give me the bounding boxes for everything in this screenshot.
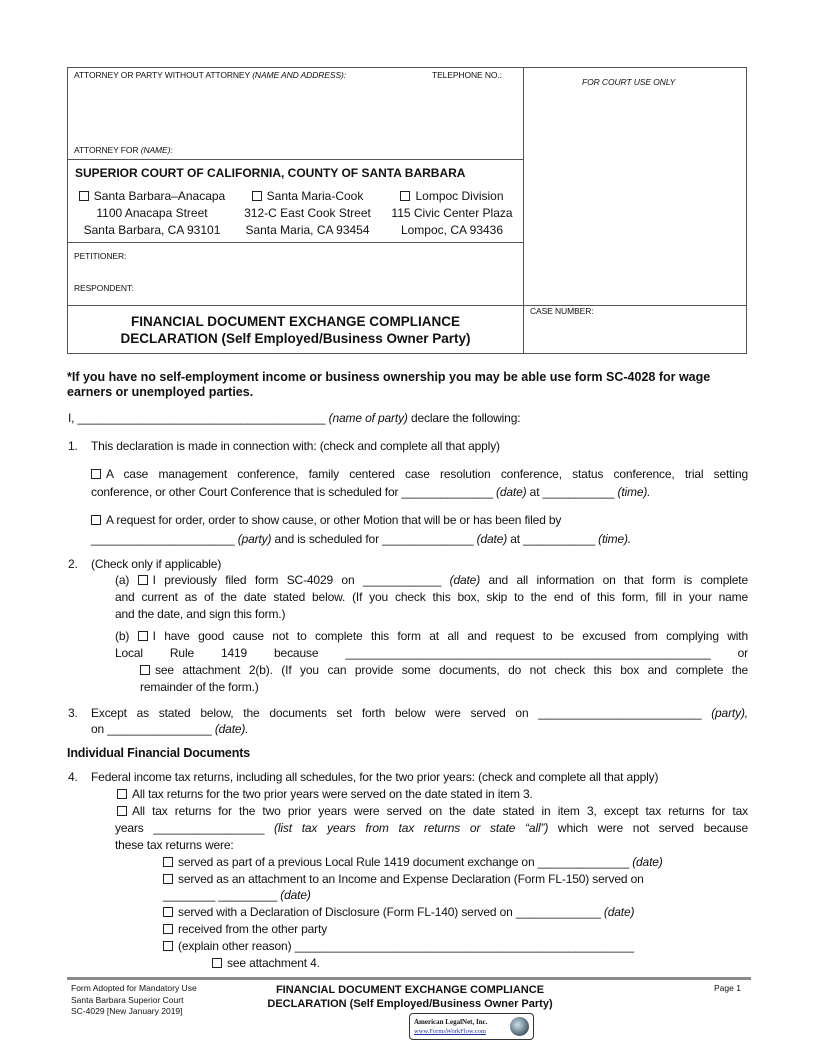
checkbox[interactable] — [400, 191, 410, 201]
line-text: received from the other party — [178, 922, 328, 936]
form-line — [115, 646, 748, 660]
line-text: (date) — [280, 888, 311, 902]
form-line — [115, 590, 748, 604]
line-text: and all information on that form is complete — [480, 573, 748, 587]
page-number: Page 1 — [714, 983, 741, 993]
line-text: these tax returns were: — [115, 838, 234, 852]
telephone-label: TELEPHONE NO.: — [432, 70, 502, 80]
checkbox[interactable] — [117, 789, 127, 799]
line-text: remainder of the form.) — [140, 680, 259, 694]
checkbox[interactable] — [140, 665, 150, 675]
form-line — [91, 467, 748, 481]
form-line — [91, 706, 748, 720]
form-line — [163, 872, 644, 886]
line-text: I previously filed form SC-4029 on ____________ — [152, 573, 450, 587]
form-line — [117, 787, 533, 801]
item-number: 3. — [68, 706, 78, 720]
line-text: see attachment 4. — [227, 956, 320, 970]
checkbox[interactable] — [163, 941, 173, 951]
form-line — [91, 513, 561, 527]
line-text: and the date, and sign this form.) — [115, 607, 286, 621]
line-text: served with a Declaration of Disclosure (Form FL-140) served on _____________ — [178, 905, 604, 919]
form-line — [68, 411, 520, 425]
checkbox[interactable] — [79, 191, 89, 201]
line-text: A case management conference, family centered case resolution conference, status conference, trial setting — [106, 467, 748, 481]
line-text: declare the following: — [407, 411, 521, 425]
form-line — [163, 888, 311, 902]
form-line — [91, 532, 631, 546]
location-santa-barbara: Santa Barbara–Anacapa 1100 Anacapa Street Santa Barbara, CA 93101 — [78, 189, 226, 237]
line-text: (explain other reason) ____________________________________________________ — [178, 939, 634, 953]
line-text: see attachment 2(b). (If you can provide some documents, do not check this box and complete the — [155, 663, 748, 677]
checkbox[interactable] — [212, 958, 222, 968]
line-text: at ___________ — [507, 532, 599, 546]
line-text: and is scheduled for ______________ — [271, 532, 477, 546]
checkbox[interactable] — [117, 806, 127, 816]
court-use-label: FOR COURT USE ONLY — [582, 77, 676, 87]
footer-rule — [67, 977, 751, 980]
attorney-for-label: ATTORNEY FOR (NAME): — [74, 145, 173, 155]
form-line — [140, 663, 748, 677]
form-line — [115, 607, 285, 621]
line-text: (time). — [617, 485, 651, 499]
line-text: All tax returns for the two prior years were served on the date stated in item 3. — [132, 787, 533, 801]
line-text: served as part of a previous Local Rule 1419 document exchange on ______________ — [178, 855, 633, 869]
divider — [67, 242, 524, 243]
checkbox[interactable] — [163, 874, 173, 884]
globe-logo-icon — [510, 1017, 529, 1036]
divider — [67, 305, 747, 306]
line-text: ______________________ — [91, 532, 238, 546]
item-number: 2. — [68, 557, 78, 571]
form-line — [163, 922, 327, 936]
form-line — [115, 629, 748, 643]
form-line — [163, 939, 634, 953]
line-text: A request for order, order to show cause, or other Motion that will be or has been filed by — [106, 513, 562, 527]
line-text: I, ______________________________________ — [68, 411, 329, 425]
location-santa-maria: Santa Maria-Cook 312-C East Cook Street Santa Maria, CA 93454 — [244, 189, 371, 237]
checkbox[interactable] — [163, 924, 173, 934]
line-text: (date) — [449, 573, 481, 587]
form-line — [115, 573, 748, 587]
form-line — [140, 680, 259, 694]
respondent-label: RESPONDENT: — [74, 283, 134, 293]
court-name: SUPERIOR COURT OF CALIFORNIA, COUNTY OF SANTA BARBARA — [75, 166, 466, 180]
notice-text: *If you have no self-employment income or business ownership you may be able use form SC-4028 for wage earners or unemployed parties. — [67, 370, 711, 399]
line-text: (date) — [476, 532, 508, 546]
line-text: conference, or other Court Conference that is scheduled for ______________ — [91, 485, 497, 499]
line-text: (list tax years from tax returns or state “all”) — [274, 821, 549, 835]
line-text: This declaration is made in connection with: (check and complete all that apply) — [91, 439, 500, 453]
line-text: and current as of the date stated below. (If you check this box, skip to the end of this form, fill in your name — [115, 590, 748, 604]
checkbox[interactable] — [138, 575, 148, 585]
line-text: served as an attachment to an Income and Expense Declaration (Form FL-150) served on — [178, 872, 644, 886]
line-text: which were not served because — [548, 821, 748, 835]
line-text: (Check only if applicable) — [91, 557, 222, 571]
item-number: 4. — [68, 770, 78, 784]
form-line — [115, 838, 234, 852]
line-text: (time). — [598, 532, 632, 546]
line-text: Individual Financial Documents — [67, 746, 251, 760]
line-text: on ________________ — [91, 722, 215, 736]
checkbox[interactable] — [163, 857, 173, 867]
line-text: (date) — [603, 905, 635, 919]
form-line — [91, 770, 658, 784]
divider — [523, 67, 524, 354]
line-text: (date). — [214, 722, 249, 736]
checkbox[interactable] — [91, 515, 101, 525]
form-line — [163, 855, 663, 869]
form-line — [212, 956, 320, 970]
attorney-label: ATTORNEY OR PARTY WITHOUT ATTORNEY (NAME AND ADDRESS): — [74, 70, 346, 80]
line-text: I have good cause not to complete this form at all and request to be excused from complying with — [152, 629, 748, 643]
footer-form-info: Form Adopted for Mandatory Use Santa Barbara Superior Court SC-4029 [New January 2019] — [71, 983, 197, 1016]
form-line — [91, 722, 248, 736]
checkbox[interactable] — [163, 907, 173, 917]
form-line — [117, 804, 748, 818]
line-text: Local Rule 1419 because ________________________________________________________ or — [115, 646, 748, 660]
line-text: at ___________ — [526, 485, 618, 499]
line-text: ________ _________ — [163, 888, 281, 902]
line-text: years _________________ — [115, 821, 275, 835]
form-line — [115, 821, 748, 835]
petitioner-label: PETITIONER: — [74, 251, 127, 261]
checkbox[interactable] — [138, 631, 148, 641]
line-text: All tax returns for the two prior years were served on the date stated in item 3, except tax returns for tax — [132, 804, 748, 818]
divider — [67, 159, 524, 160]
checkbox[interactable] — [252, 191, 262, 201]
footer-title: FINANCIAL DOCUMENT EXCHANGE COMPLIANCE DECLARATION (Self Employed/Business Owner Party) — [267, 984, 553, 1010]
line-text: (party), — [711, 706, 748, 720]
case-number-label: CASE NUMBER: — [530, 306, 594, 316]
location-lompoc: Lompoc Division 115 Civic Center Plaza Lompoc, CA 93436 — [391, 189, 513, 237]
line-text: Federal income tax returns, including all schedules, for the two prior years: (check and complete all that apply) — [91, 770, 659, 784]
form-line — [91, 557, 221, 571]
form-title: FINANCIAL DOCUMENT EXCHANGE COMPLIANCE DECLARATION (Self Employed/Business Owner Party) — [120, 314, 471, 346]
line-text: (a) — [115, 573, 138, 587]
line-text: (date) — [496, 485, 527, 499]
line-text: Except as stated below, the documents set forth below were served on _________________________ — [91, 706, 712, 720]
legalnet-badge[interactable]: American LegalNet, Inc. www.FormsWorkFlow.com — [409, 1013, 534, 1040]
form-line — [91, 485, 650, 499]
form-line — [163, 905, 634, 919]
item-number: 1. — [68, 439, 78, 453]
form-line — [91, 439, 500, 453]
line-text: (date) — [632, 855, 663, 869]
line-text: (party) — [237, 532, 272, 546]
line-text: (name of party) — [328, 411, 408, 425]
line-text: (b) — [115, 629, 138, 643]
checkbox[interactable] — [91, 469, 101, 479]
form-line — [67, 746, 250, 760]
